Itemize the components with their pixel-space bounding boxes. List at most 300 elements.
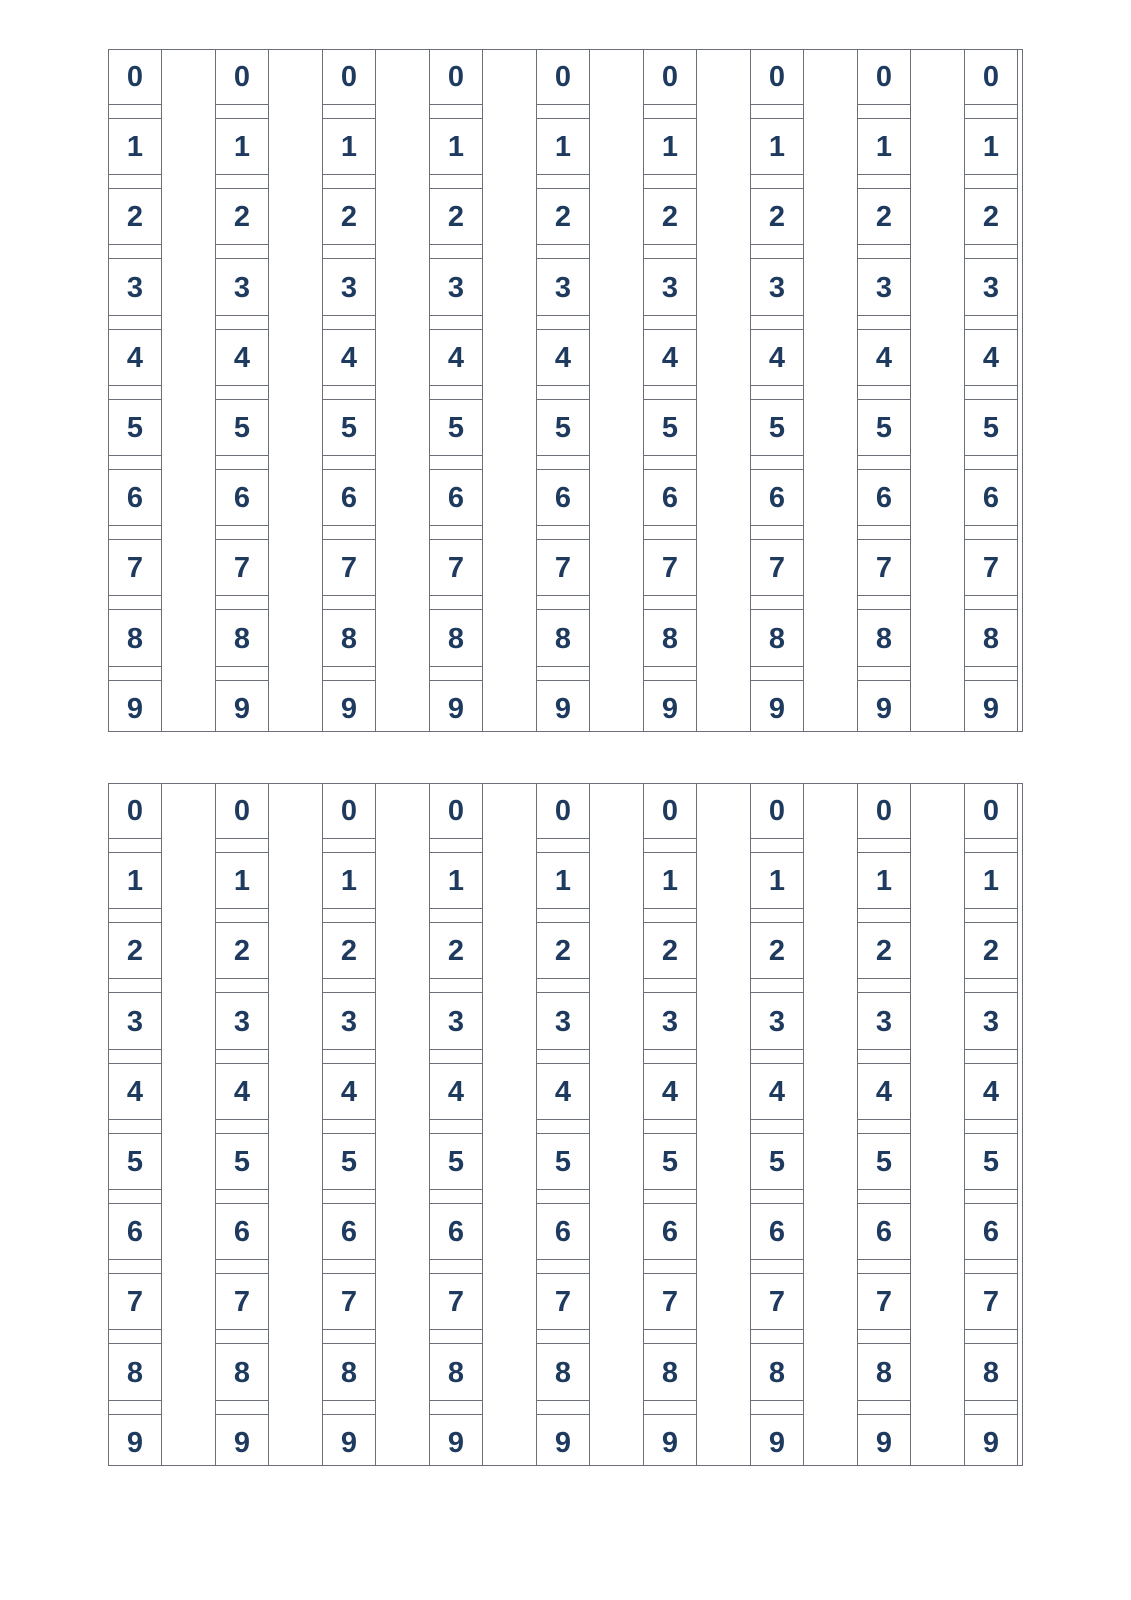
cell-separator [109,244,161,259]
digit-cell: 0 [661,61,679,93]
cell-separator [858,908,910,923]
digit-cell: 9 [875,692,893,725]
digit-cell: 2 [126,935,144,968]
digit-cell: 9 [340,692,358,725]
cell-separator [537,666,589,681]
cell-separator [965,838,1017,853]
cell-separator [858,1119,910,1134]
digit-cell: 2 [447,201,465,234]
digit-cell: 9 [554,692,572,725]
digit-cell: 3 [554,1005,572,1038]
cell-separator [751,978,803,993]
cell-separator [537,1189,589,1204]
cell-separator [751,838,803,853]
cell-separator [323,1049,375,1064]
cell-separator [751,104,803,119]
cell-separator [109,1049,161,1064]
digit-cell: 6 [233,1216,251,1249]
cell-separator [965,244,1017,259]
digit-cell: 8 [447,1356,465,1389]
digit-cell: 4 [233,341,251,374]
digit-cell: 2 [554,201,572,234]
digit-cell: 1 [340,131,358,164]
cell-separator [109,174,161,189]
cell-separator [216,978,268,993]
cell-separator [858,978,910,993]
cell-separator [965,385,1017,400]
digit-cell: 7 [447,552,465,585]
digit-cell: 5 [554,412,572,444]
cell-separator [216,1329,268,1344]
cell-separator [751,1329,803,1344]
digit-strip [215,783,269,1466]
digit-cell: 8 [982,622,1000,655]
digit-cell: 5 [447,1146,465,1178]
digit-cell: 0 [768,61,786,93]
digit-strip [108,49,162,732]
digit-cell: 5 [875,412,893,444]
digit-cell: 3 [233,1005,251,1038]
cell-separator [965,978,1017,993]
cell-separator [537,1400,589,1415]
cell-separator [323,1400,375,1415]
cell-separator [216,385,268,400]
cell-separator [644,1259,696,1274]
digit-cell: 5 [982,1146,1000,1178]
cell-separator [323,174,375,189]
cell-separator [109,838,161,853]
digit-cell: 6 [126,1216,144,1249]
cell-separator [430,838,482,853]
cell-separator [430,1400,482,1415]
digit-cell: 8 [768,622,786,655]
digit-cell: 9 [233,692,251,725]
digit-cell: 3 [447,1005,465,1038]
digit-cell: 9 [661,1426,679,1459]
cell-separator [965,1189,1017,1204]
digit-cell: 5 [554,1146,572,1178]
cell-separator [644,595,696,610]
digit-cell: 9 [126,1426,144,1459]
cell-separator [858,1049,910,1064]
digit-cell: 2 [982,201,1000,234]
digit-cell: 2 [661,201,679,234]
cell-separator [965,104,1017,119]
digit-cell: 4 [875,1075,893,1108]
digit-cell: 0 [447,795,465,827]
cell-separator [323,1189,375,1204]
cell-separator [537,1259,589,1274]
digit-cell: 8 [554,1356,572,1389]
digit-cell: 2 [768,201,786,234]
digit-strip [750,783,804,1466]
digit-cell: 1 [875,865,893,898]
digit-cell: 1 [768,865,786,898]
digit-cell: 1 [875,131,893,164]
digit-cell: 8 [661,1356,679,1389]
digit-cell: 0 [982,795,1000,827]
digit-cell: 0 [233,795,251,827]
digit-cell: 9 [768,1426,786,1459]
cell-separator [644,908,696,923]
digit-cell: 1 [126,865,144,898]
cell-separator [644,1400,696,1415]
digit-cell: 2 [340,201,358,234]
cell-separator [430,1189,482,1204]
digit-cell: 0 [340,61,358,93]
digit-cell: 6 [554,1216,572,1249]
cell-separator [751,315,803,330]
cell-separator [323,525,375,540]
cell-separator [430,455,482,470]
cell-separator [537,908,589,923]
cell-separator [965,666,1017,681]
cell-separator [323,908,375,923]
cell-separator [858,455,910,470]
cell-separator [216,525,268,540]
digit-cell: 4 [768,1075,786,1108]
digit-cell: 3 [661,1005,679,1038]
digit-cell: 1 [661,131,679,164]
digit-cell: 4 [340,341,358,374]
digit-cell: 5 [126,1146,144,1178]
cell-separator [216,244,268,259]
digit-cell: 9 [340,1426,358,1459]
cell-separator [216,908,268,923]
digit-cell: 8 [126,1356,144,1389]
digit-cell: 6 [875,1216,893,1249]
cell-separator [858,666,910,681]
digit-cell: 2 [661,935,679,968]
digit-cell: 4 [554,341,572,374]
cell-separator [858,385,910,400]
digit-strip [429,783,483,1466]
digit-cell: 4 [661,341,679,374]
digit-strip [322,783,376,1466]
digit-cell: 2 [768,935,786,968]
digit-cell: 7 [126,1286,144,1319]
cell-separator [751,244,803,259]
digit-cell: 2 [233,935,251,968]
cell-separator [751,174,803,189]
digit-cell: 6 [233,482,251,515]
digit-cell: 7 [340,552,358,585]
cell-separator [216,455,268,470]
digit-cell: 5 [982,412,1000,444]
digit-strip [857,783,911,1466]
digit-cell: 5 [340,1146,358,1178]
cell-separator [644,385,696,400]
digit-strip [536,49,590,732]
digit-cell: 0 [554,61,572,93]
digit-cell: 6 [982,1216,1000,1249]
digit-cell: 5 [768,412,786,444]
digit-cell: 1 [982,865,1000,898]
digit-cell: 6 [340,1216,358,1249]
digit-cell: 6 [875,482,893,515]
digit-cell: 0 [554,795,572,827]
cell-separator [965,1049,1017,1064]
digit-cell: 8 [340,622,358,655]
digit-cell: 5 [233,412,251,444]
digit-cell: 6 [661,1216,679,1249]
cell-separator [430,1119,482,1134]
digit-cell: 5 [875,1146,893,1178]
digit-cell: 6 [340,482,358,515]
cell-separator [430,666,482,681]
cell-separator [216,174,268,189]
digit-cell: 7 [982,1286,1000,1319]
cell-separator [109,455,161,470]
cell-separator [323,666,375,681]
cell-separator [965,525,1017,540]
cell-separator [430,244,482,259]
cell-separator [751,595,803,610]
digit-cell: 4 [126,341,144,374]
digit-cell: 6 [768,482,786,515]
cell-separator [323,1119,375,1134]
digit-cell: 2 [875,201,893,234]
cell-separator [109,315,161,330]
cell-separator [323,104,375,119]
digit-cell: 1 [126,131,144,164]
cell-separator [430,1259,482,1274]
digit-cell: 8 [875,622,893,655]
digit-cell: 4 [661,1075,679,1108]
digit-cell: 7 [233,1286,251,1319]
cell-separator [109,666,161,681]
cell-separator [751,1119,803,1134]
digit-cell: 9 [554,1426,572,1459]
cell-separator [858,1400,910,1415]
digit-cell: 7 [982,552,1000,585]
digit-cell: 1 [233,865,251,898]
digit-cell: 5 [126,412,144,444]
cell-separator [109,1259,161,1274]
digit-cell: 0 [233,61,251,93]
cell-separator [430,978,482,993]
digit-cell: 5 [661,1146,679,1178]
cell-separator [323,315,375,330]
cell-separator [323,978,375,993]
digit-cell: 1 [661,865,679,898]
digit-cell: 9 [661,692,679,725]
cell-separator [644,315,696,330]
digit-cell: 3 [340,1005,358,1038]
cell-separator [751,525,803,540]
digit-cell: 6 [554,482,572,515]
cell-separator [858,1259,910,1274]
digit-cell: 5 [447,412,465,444]
cell-separator [216,104,268,119]
digit-cell: 0 [126,795,144,827]
cell-separator [644,1119,696,1134]
digit-cell: 6 [661,482,679,515]
digit-cell: 4 [126,1075,144,1108]
digit-strip [429,49,483,732]
cell-separator [644,1189,696,1204]
digit-cell: 1 [233,131,251,164]
cell-separator [537,315,589,330]
digit-cell: 6 [447,482,465,515]
cell-separator [751,1259,803,1274]
digit-cell: 3 [982,271,1000,304]
cell-separator [644,978,696,993]
cell-separator [644,666,696,681]
digit-cell: 1 [554,131,572,164]
cell-separator [644,104,696,119]
cell-separator [965,1119,1017,1134]
digit-strip [643,783,697,1466]
digit-cell: 2 [554,935,572,968]
cell-separator [323,385,375,400]
cell-separator [216,666,268,681]
cell-separator [537,104,589,119]
digit-cell: 5 [661,412,679,444]
digit-cell: 9 [233,1426,251,1459]
digit-cell: 8 [982,1356,1000,1389]
digit-cell: 2 [447,935,465,968]
cell-separator [109,1329,161,1344]
digit-cell: 2 [340,935,358,968]
digit-cell: 1 [554,865,572,898]
digit-cell: 3 [875,1005,893,1038]
cell-separator [109,978,161,993]
digit-cell: 0 [661,795,679,827]
digit-strip [108,783,162,1466]
digit-cell: 1 [447,131,465,164]
digit-cell: 3 [768,1005,786,1038]
digit-cell: 9 [982,1426,1000,1459]
digit-cell: 7 [233,552,251,585]
digit-cell: 8 [768,1356,786,1389]
cell-separator [109,1189,161,1204]
cell-separator [858,244,910,259]
digit-strip [322,49,376,732]
cell-separator [430,104,482,119]
cell-separator [537,455,589,470]
cell-separator [216,315,268,330]
cell-separator [537,978,589,993]
cell-separator [430,908,482,923]
digit-cell: 7 [661,552,679,585]
cell-separator [858,838,910,853]
cell-separator [323,838,375,853]
digit-cell: 8 [233,1356,251,1389]
digit-cell: 3 [233,271,251,304]
digit-cell: 6 [982,482,1000,515]
cell-separator [644,525,696,540]
digit-cell: 4 [982,1075,1000,1108]
digit-cell: 9 [126,692,144,725]
cell-separator [537,1119,589,1134]
cell-separator [430,1329,482,1344]
digit-cell: 6 [768,1216,786,1249]
digit-cell: 4 [982,341,1000,374]
cell-separator [537,595,589,610]
digit-cell: 8 [554,622,572,655]
digit-cell: 3 [554,271,572,304]
cell-separator [216,1259,268,1274]
digit-cell: 0 [875,795,893,827]
digit-cell: 3 [126,1005,144,1038]
cell-separator [216,1119,268,1134]
digit-strip [964,783,1018,1466]
digit-cell: 8 [875,1356,893,1389]
digit-cell: 9 [447,692,465,725]
cell-separator [216,1400,268,1415]
digit-cell: 6 [126,482,144,515]
cell-separator [858,104,910,119]
digit-strip [964,49,1018,732]
cell-separator [430,595,482,610]
cell-separator [751,1400,803,1415]
cell-separator [430,525,482,540]
cell-separator [751,385,803,400]
cell-separator [751,908,803,923]
cell-separator [323,1259,375,1274]
cell-separator [537,174,589,189]
cell-separator [430,385,482,400]
cell-separator [109,1400,161,1415]
cell-separator [644,1329,696,1344]
cell-separator [965,315,1017,330]
cell-separator [537,525,589,540]
digit-cell: 7 [768,1286,786,1319]
digit-cell: 7 [768,552,786,585]
cell-separator [751,455,803,470]
digit-cell: 0 [340,795,358,827]
cell-separator [965,455,1017,470]
digit-cell: 7 [554,1286,572,1319]
digit-cell: 5 [340,412,358,444]
cell-separator [858,595,910,610]
digit-cell: 0 [126,61,144,93]
digit-strip [215,49,269,732]
digit-cell: 7 [340,1286,358,1319]
digit-cell: 9 [768,692,786,725]
cell-separator [751,1189,803,1204]
cell-separator [216,595,268,610]
cell-separator [430,1049,482,1064]
digit-cell: 3 [126,271,144,304]
cell-separator [430,174,482,189]
digit-cell: 4 [233,1075,251,1108]
cell-separator [965,1400,1017,1415]
cell-separator [216,1189,268,1204]
cell-separator [323,1329,375,1344]
cell-separator [965,1259,1017,1274]
digit-cell: 4 [768,341,786,374]
cell-separator [323,455,375,470]
digit-cell: 1 [447,865,465,898]
digit-cell: 0 [982,61,1000,93]
digit-cell: 6 [447,1216,465,1249]
digit-cell: 9 [982,692,1000,725]
cell-separator [644,1049,696,1064]
digit-cell: 2 [982,935,1000,968]
digit-cell: 8 [661,622,679,655]
digit-cell: 7 [447,1286,465,1319]
cell-separator [216,838,268,853]
digit-cell: 0 [447,61,465,93]
cell-separator [858,525,910,540]
digit-cell: 2 [126,201,144,234]
cell-separator [109,908,161,923]
digit-cell: 8 [233,622,251,655]
cell-separator [965,908,1017,923]
digit-cell: 5 [233,1146,251,1178]
